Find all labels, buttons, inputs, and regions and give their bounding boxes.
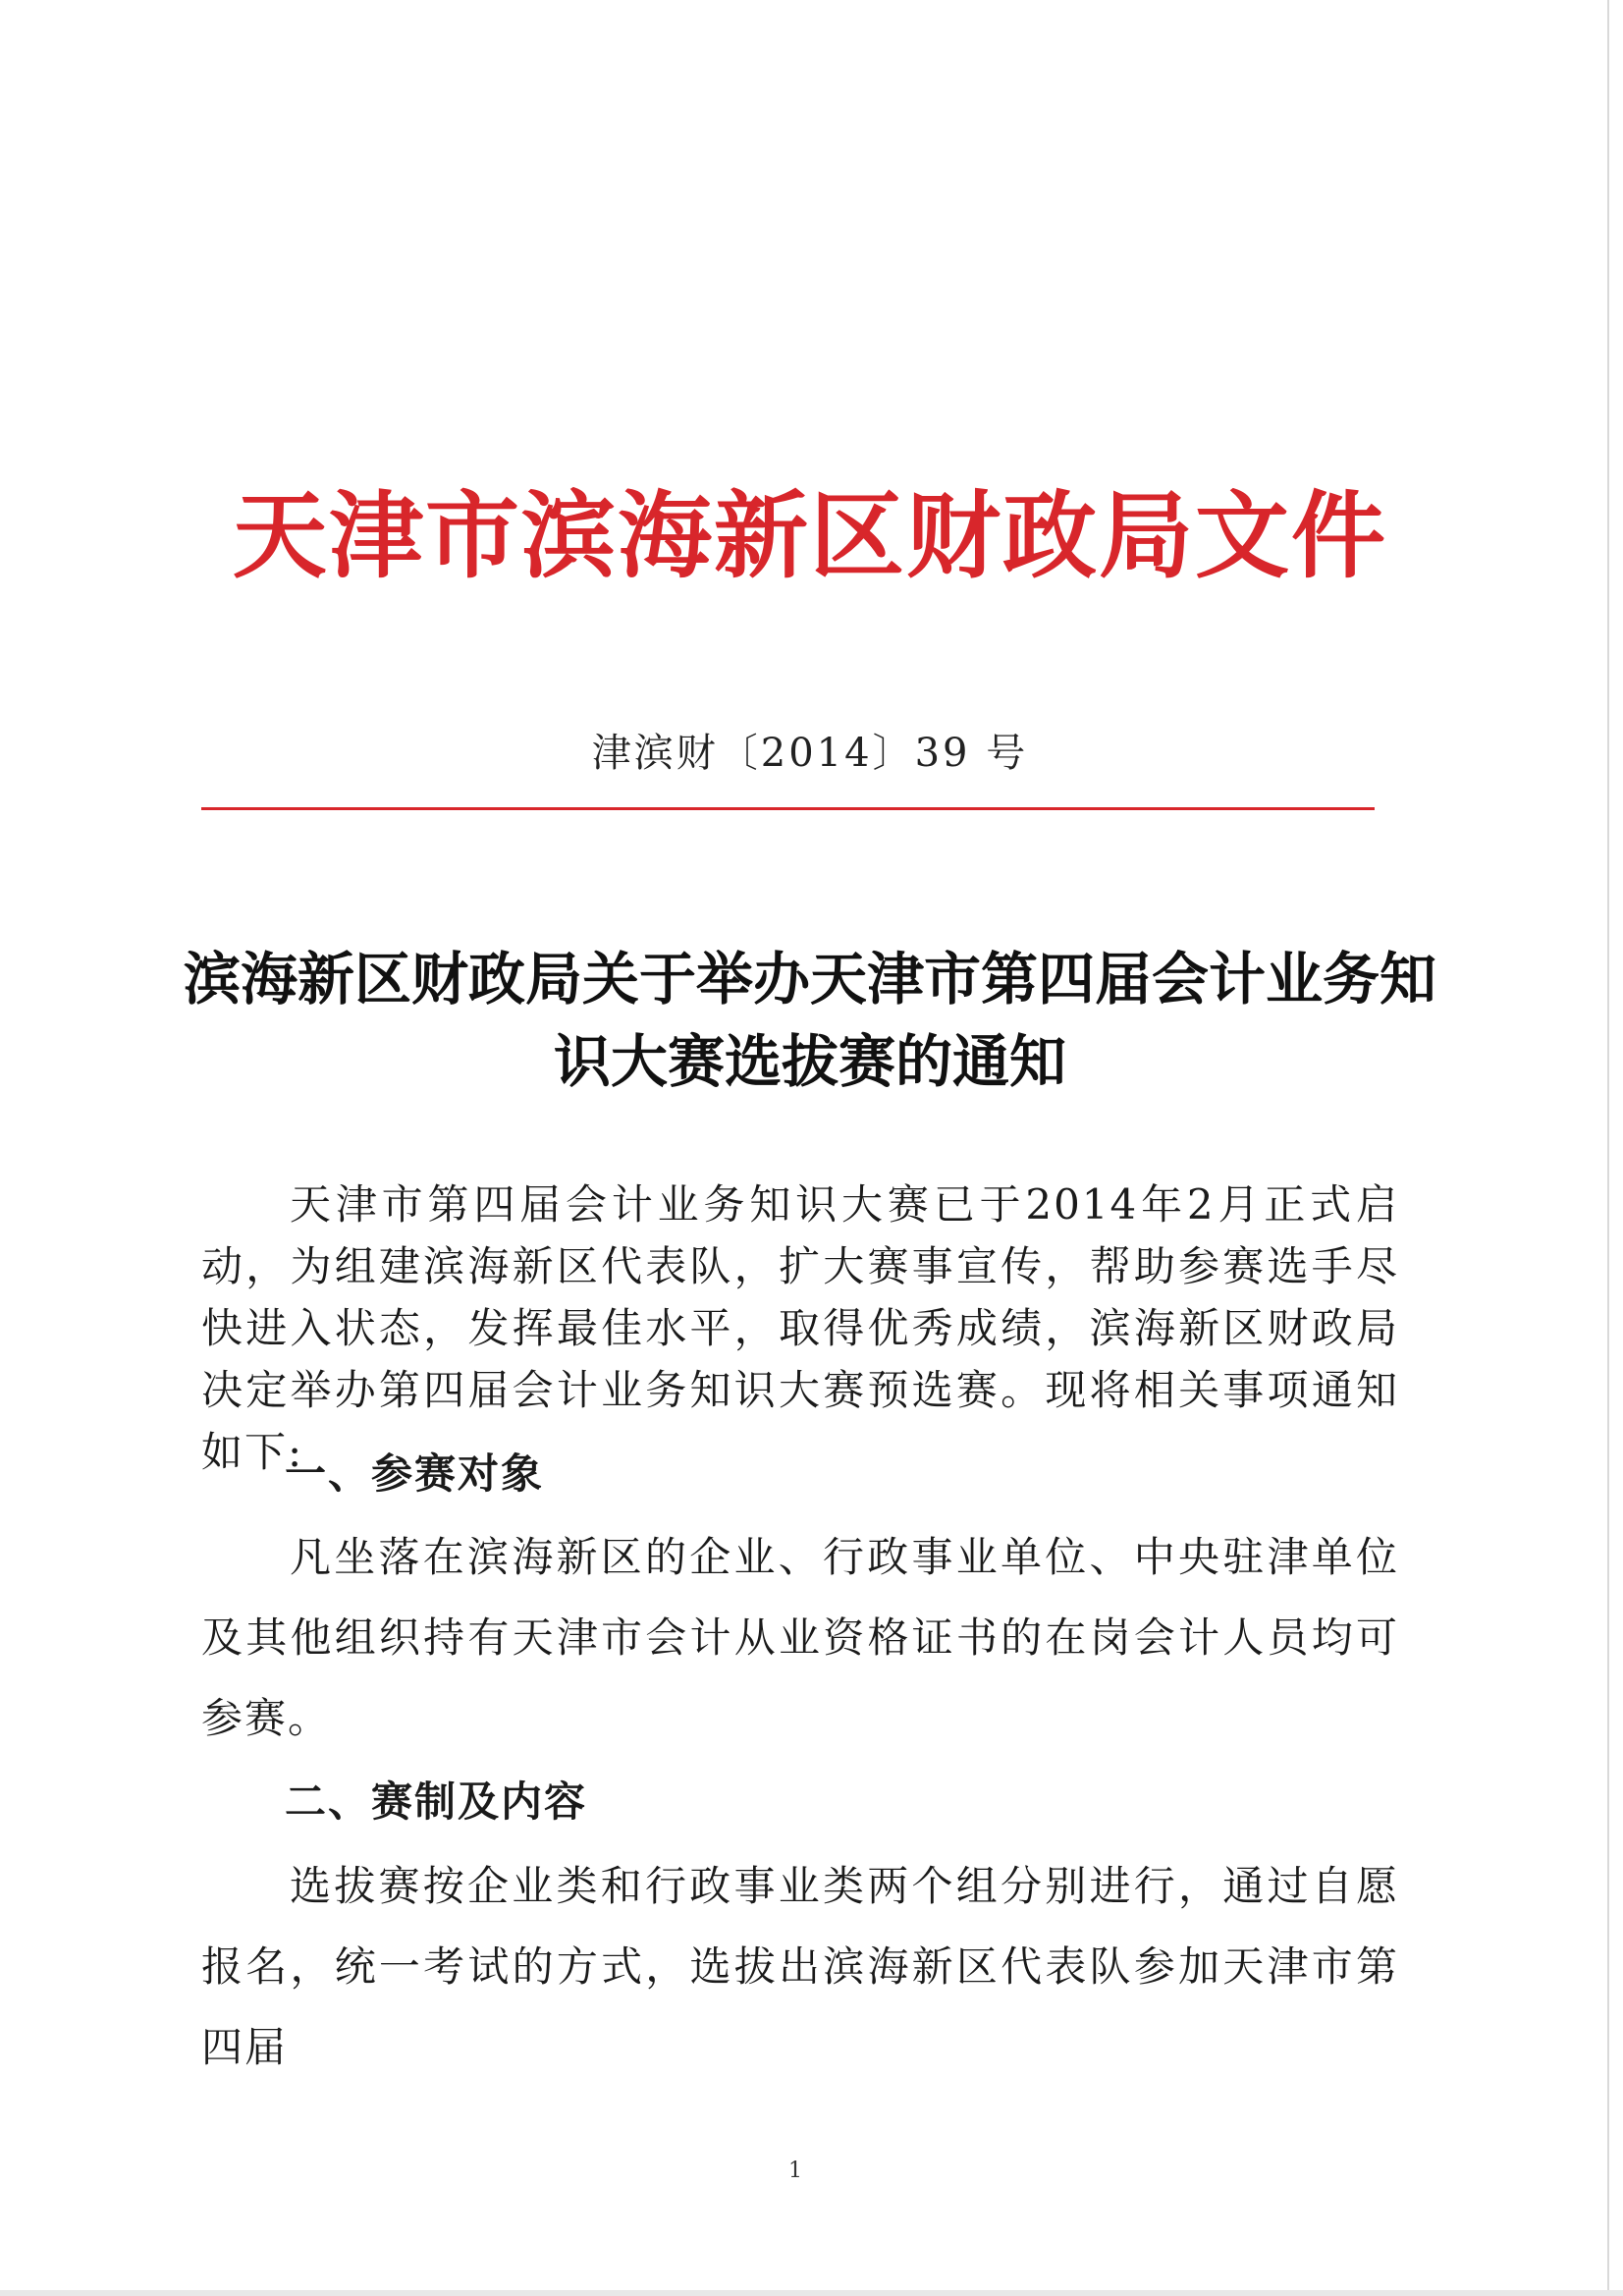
document-title: 滨海新区财政局关于举办天津市第四届会计业务知识大赛选拔赛的通知	[183, 946, 1436, 1095]
scan-edge-right	[1607, 0, 1609, 2296]
intro-paragraph: 天津市第四届会计业务知识大赛已于2014年2月正式启动，为组建滨海新区代表队，扩大赛事宣传，帮助参赛选手尽快进入状态，发挥最佳水平，取得优秀成绩，滨海新区财政局决定举办第四届会计业务知识大赛预选赛。现将相关事项通知如下:	[201, 1180, 1399, 1476]
section-2-heading: 二、赛制及内容	[285, 1777, 588, 1826]
page-number: 1	[788, 2159, 802, 2183]
red-divider-line	[201, 807, 1375, 810]
section-2-body: 选拔赛按企业类和行政事业类两个组分别进行，通过自愿报名，统一考试的方式，选拔出滨海新区代表队参加天津市第四届	[201, 1862, 1399, 2071]
scan-edge-bottom	[0, 2290, 1623, 2296]
document-number: 津滨财〔2014〕39 号	[591, 731, 1029, 776]
section-1-heading: 一、参赛对象	[285, 1449, 545, 1498]
issuer-header-title: 天津市滨海新区财政局文件	[233, 480, 1387, 591]
section-1-body: 凡坐落在滨海新区的企业、行政事业单位、中央驻津单位及其他组织持有天津市会计从业资格证书的在岗会计人员均可参赛。	[201, 1533, 1399, 1742]
